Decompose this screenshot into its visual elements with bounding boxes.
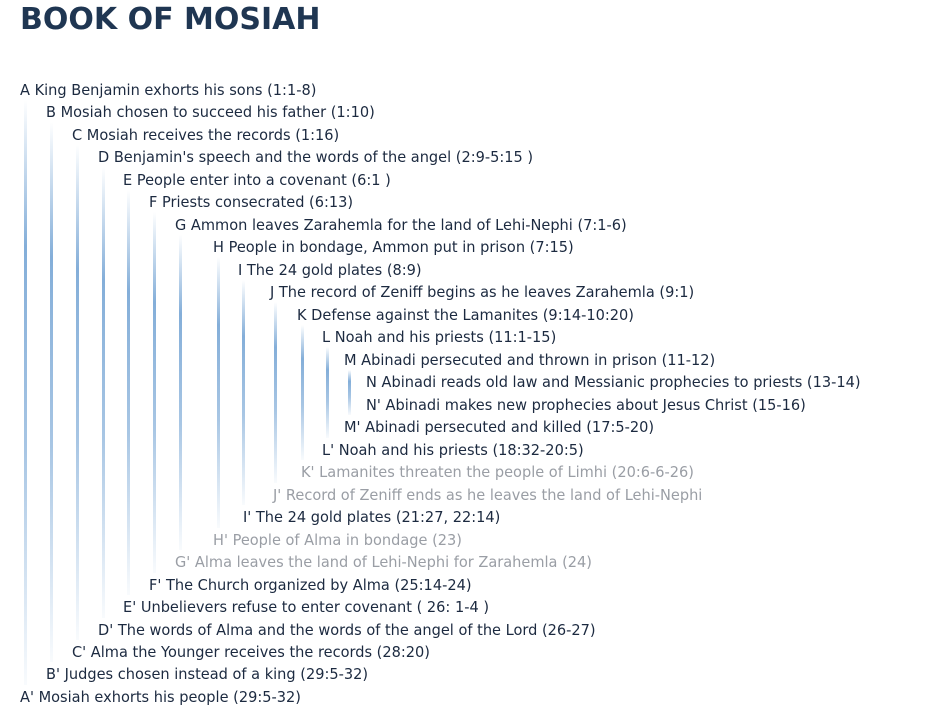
outline-item: I' The 24 gold plates (21:27, 22:14): [243, 508, 501, 527]
outline-item: F Priests consecrated (6:13): [149, 193, 354, 212]
outline-item: B' Judges chosen instead of a king (29:5-32): [46, 665, 369, 684]
outline-item: A' Mosiah exhorts his people (29:5-32): [20, 687, 301, 706]
outline-item: D Benjamin's speech and the words of the angel (2:9-5:15 ): [98, 148, 534, 167]
bracket-line: [217, 257, 220, 527]
bracket-line: [242, 280, 245, 505]
bracket-line: [24, 100, 27, 685]
outline-item: K' Lamanites threaten the people of Limhi (20:6-6-26): [301, 463, 694, 482]
bracket-line: [179, 235, 182, 550]
outline-item: C Mosiah receives the records (1:16): [72, 125, 340, 144]
outline-item: L' Noah and his priests (18:32-20:5): [322, 440, 584, 459]
outline-item: G' Alma leaves the land of Lehi-Nephi for Zarahemla (24): [175, 553, 592, 572]
outline-item: N Abinadi reads old law and Messianic prophecies to priests (13-14): [366, 373, 861, 392]
bracket-line: [50, 122, 53, 662]
outline-item: C' Alma the Younger receives the records (28:20): [72, 643, 430, 661]
outline-item: A King Benjamin exhorts his sons (1:1-8): [20, 81, 317, 99]
outline-item: G Ammon leaves Zarahemla for the land of Lehi-Nephi (7:1-6): [175, 215, 627, 234]
outline-item: M Abinadi persecuted and thrown in prison (11-12): [344, 350, 716, 369]
outline-item: L Noah and his priests (11:1-15): [322, 328, 557, 347]
page-title: BOOK OF MOSIAH: [20, 2, 321, 37]
bracket-line: [76, 145, 79, 640]
outline-item: B Mosiah chosen to succeed his father (1:10): [46, 103, 375, 122]
outline-item: M' Abinadi persecuted and killed (17:5-20): [344, 418, 655, 437]
bracket-line: [348, 370, 351, 415]
outline-item: K Defense against the Lamanites (9:14-10:20): [297, 305, 634, 324]
outline-item: N' Abinadi makes new prophecies about Jesus Christ (15-16): [366, 395, 806, 414]
outline-item: D' The words of Alma and the words of the angel of the Lord (26-27): [98, 620, 596, 639]
outline-item: F' The Church organized by Alma (25:14-24): [149, 575, 472, 594]
bracket-line: [301, 325, 304, 460]
outline-item: H People in bondage, Ammon put in prison (7:15): [213, 238, 574, 257]
bracket-line: [153, 212, 156, 572]
outline-item: I The 24 gold plates (8:9): [238, 260, 422, 279]
bracket-line: [274, 302, 277, 482]
outline-item: E People enter into a covenant (6:1 ): [123, 170, 391, 189]
outline-item: E' Unbelievers refuse to enter covenant ( 26: 1-4 ): [123, 598, 490, 617]
outline-item: H' People of Alma in bondage (23): [213, 530, 462, 549]
bracket-line: [102, 167, 105, 617]
bracket-line: [326, 347, 329, 437]
bracket-line: [127, 190, 130, 595]
outline-item: J The record of Zeniff begins as he leaves Zarahemla (9:1): [270, 283, 695, 302]
outline-item: J' Record of Zeniff ends as he leaves the land of Lehi-Nephi: [273, 485, 703, 504]
